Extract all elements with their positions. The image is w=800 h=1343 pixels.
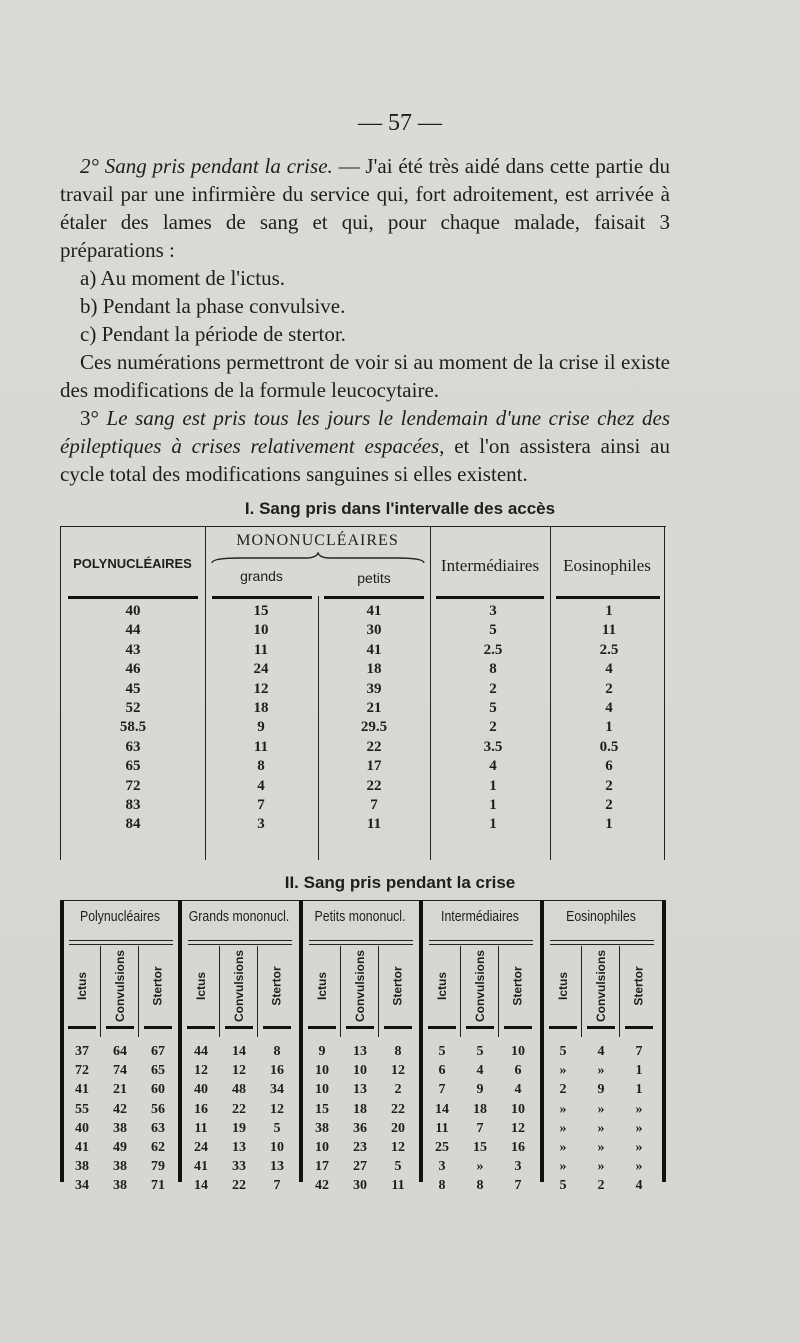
table-cell: 62 [151, 1139, 165, 1155]
table-cell: 3.5 [483, 738, 503, 755]
table-cell: 13 [353, 1044, 367, 1059]
group-header: Grands mononucl. [188, 908, 290, 925]
table-cell: » [559, 1159, 567, 1175]
table-cell: » [597, 1101, 605, 1117]
table-cell: 22 [366, 777, 382, 794]
subheader-stertor: Stertor [391, 966, 405, 1006]
table-cell: 63 [151, 1120, 165, 1136]
table-cell: 34 [75, 1178, 89, 1194]
table-2-column [184, 1042, 218, 1196]
table-cell: 6 [605, 758, 613, 775]
subheader-convulsions: Convulsions [113, 949, 128, 1023]
subheader-stertor: Stertor [151, 966, 165, 1006]
table-cell: 2 [597, 1178, 605, 1194]
table-cell: 2.5 [599, 641, 619, 658]
table-cell: 5 [476, 1044, 484, 1059]
table-2-column [463, 1042, 497, 1196]
table-cell: 4 [489, 758, 497, 775]
header-intermediaires: Intermédiaires [440, 556, 540, 575]
table-cell: 72 [125, 777, 141, 794]
table-cell: 10 [315, 1139, 329, 1155]
table-cell: 11 [601, 622, 617, 639]
table-cell: 4 [257, 777, 265, 794]
list-item-c: c) Pendant la période de stertor. [80, 322, 346, 346]
header-grands: grands [240, 568, 283, 584]
table-cell: 0.5 [599, 738, 619, 755]
table-cell: 1 [605, 603, 613, 619]
table-2-column [305, 1042, 339, 1196]
header-mononucleaires: MONONUCLÉAIRES [236, 532, 399, 549]
table-cell: 3 [489, 603, 497, 619]
column-intermediaires [458, 602, 528, 835]
table-cell: 71 [151, 1178, 165, 1194]
table-cell: 64 [113, 1044, 127, 1059]
table-cell: 8 [257, 758, 265, 775]
table-cell: 12 [253, 680, 269, 697]
table-cell: 41 [366, 641, 382, 658]
table-cell: 12 [270, 1101, 284, 1117]
table-cell: 8 [489, 661, 497, 678]
table-2-column [425, 1042, 459, 1196]
table-2-column [260, 1042, 294, 1196]
table-cell: 11 [194, 1120, 208, 1136]
table-cell: » [476, 1159, 484, 1175]
table-cell: 9 [476, 1082, 484, 1098]
brace-icon [210, 552, 426, 566]
table-cell: 5 [559, 1044, 567, 1059]
table-cell: 14 [435, 1101, 449, 1117]
table-cell: 45 [125, 680, 141, 697]
table-cell: 5 [394, 1159, 402, 1175]
table-cell: 29.5 [360, 719, 388, 736]
table-cell: » [559, 1120, 567, 1136]
table-cell: 10 [270, 1139, 284, 1155]
table-cell: 55 [75, 1101, 89, 1117]
table-cell: 15 [315, 1101, 329, 1117]
table-cell: 23 [353, 1139, 367, 1155]
table-cell: 13 [232, 1139, 246, 1155]
table-cell: 38 [75, 1159, 89, 1175]
subheader-stertor: Stertor [632, 966, 646, 1006]
table-cell: 67 [151, 1044, 165, 1059]
table-cell: 56 [151, 1101, 165, 1117]
table-2-column [501, 1042, 535, 1196]
list-item-a: a) Au moment de l'ictus. [80, 266, 285, 290]
list-item-b: b) Pendant la phase convulsive. [80, 294, 346, 318]
table-cell: 42 [113, 1101, 127, 1117]
table-2-column [141, 1042, 175, 1196]
table-cell: 1 [635, 1082, 643, 1098]
table-cell: 7 [273, 1178, 281, 1194]
table-cell: 40 [194, 1082, 208, 1098]
table-2-column [103, 1042, 137, 1196]
table-1-top-border [60, 526, 666, 527]
table-cell: 11 [391, 1178, 405, 1194]
header-petits: petits [357, 570, 391, 586]
table-cell: » [635, 1159, 643, 1175]
table-cell: 38 [113, 1178, 127, 1194]
table-cell: 10 [511, 1101, 525, 1117]
table-cell: 7 [438, 1082, 446, 1098]
table-cell: » [597, 1120, 605, 1136]
paragraph-3: 3° Le sang est pris tous les jours le lendemain d'une crise chez des épileptiques à crises relativement espacées, et l'on assistera ainsi au cycle total des modifications sanguines si elles existent. [60, 406, 671, 486]
subheader-ictus: Ictus [193, 971, 208, 1001]
table-cell: 33 [232, 1159, 246, 1175]
group-header: Intermédiaires [441, 908, 519, 925]
table-cell: 41 [366, 603, 382, 619]
paragraph-1: 2° Sang pris pendant la crise. — J'ai été très aidé dans cette partie du travail par une infirmière du service qui, fort adroitement, est arrivée à étaler des lames de sang et qui, pour chaque malade, faisait 3 préparations : [60, 154, 671, 262]
table-cell: 42 [315, 1178, 329, 1194]
group-header: Eosinophiles [566, 908, 636, 925]
table-2 [63, 900, 666, 1194]
table-cell: 83 [125, 796, 141, 813]
table-cell: 41 [194, 1159, 208, 1175]
table-cell: 12 [391, 1139, 405, 1155]
table-cell: 11 [253, 738, 269, 755]
section-heading-3: Le sang est pris tous les jours le lendemain d'une crise chez des épileptiques à crises relativement espacées, [60, 406, 671, 458]
table-1-title: I. Sang pris dans l'intervalle des accès [244, 499, 556, 518]
table-cell: 41 [75, 1139, 89, 1155]
table-cell: 17 [315, 1159, 329, 1175]
subheader-convulsions: Convulsions [353, 949, 368, 1023]
table-cell: 21 [113, 1082, 127, 1098]
table-cell: 11 [253, 641, 269, 658]
table-cell: 39 [366, 680, 382, 697]
table-cell: 1 [489, 777, 497, 794]
table-cell: 3 [438, 1159, 446, 1175]
table-cell: 4 [476, 1063, 484, 1079]
table-cell: 1 [605, 816, 613, 833]
table-cell: 1 [489, 796, 497, 813]
table-2-column [381, 1042, 415, 1196]
column-petits [339, 602, 409, 835]
table-cell: 43 [125, 641, 141, 658]
table-cell: » [597, 1139, 605, 1155]
table-cell: 12 [511, 1120, 525, 1136]
table-cell: » [597, 1063, 605, 1079]
table-2-column [65, 1042, 99, 1196]
table-cell: 1 [605, 719, 613, 736]
table-cell: 21 [366, 699, 382, 716]
table-cell: 12 [232, 1063, 246, 1079]
table-cell: 18 [366, 661, 382, 678]
table-cell: 4 [605, 699, 613, 716]
table-cell: 24 [194, 1139, 208, 1155]
table-1 [60, 526, 666, 860]
table-cell: » [635, 1139, 643, 1155]
table-cell: 10 [315, 1082, 329, 1098]
table-cell: 38 [113, 1120, 127, 1136]
table-cell: 4 [597, 1044, 605, 1059]
table-cell: 3 [257, 816, 265, 833]
table-cell: 9 [257, 719, 265, 736]
table-cell: » [559, 1063, 567, 1079]
table-cell: 12 [194, 1063, 208, 1079]
table-cell: 52 [125, 699, 141, 716]
section-heading-2: 2° Sang pris pendant la crise. [80, 154, 333, 178]
table-cell: 4 [635, 1178, 643, 1194]
table-cell: 10 [253, 622, 269, 639]
table-cell: » [635, 1120, 643, 1136]
column-polynucleaires [98, 602, 168, 835]
table-cell: 7 [257, 796, 265, 813]
table-cell: 24 [253, 661, 269, 678]
table-cell: 30 [353, 1178, 367, 1194]
column-eosinophiles [574, 602, 644, 835]
table-cell: 40 [75, 1120, 89, 1136]
table-cell: 5 [438, 1044, 446, 1059]
subheader-stertor: Stertor [511, 966, 525, 1006]
table-cell: 2 [605, 796, 613, 813]
table-cell: » [597, 1159, 605, 1175]
subheader-convulsions: Convulsions [473, 949, 488, 1023]
subheader-ictus: Ictus [314, 971, 329, 1001]
subheader-ictus: Ictus [74, 971, 89, 1001]
table-cell: 58.5 [119, 719, 147, 736]
table-cell: 7 [635, 1044, 643, 1059]
table-cell: 20 [391, 1120, 405, 1136]
table-cell: 16 [511, 1139, 525, 1155]
table-cell: 15 [473, 1139, 487, 1155]
table-cell: 8 [273, 1044, 281, 1059]
table-cell: 6 [514, 1063, 522, 1079]
table-cell: 41 [75, 1082, 89, 1098]
table-cell: 14 [194, 1178, 208, 1194]
table-cell: 40 [125, 603, 141, 619]
table-cell: 8 [476, 1178, 484, 1194]
table-cell: 10 [315, 1063, 329, 1079]
table-cell: 2 [489, 680, 497, 697]
table-cell: 22 [366, 738, 382, 755]
table-cell: 30 [366, 622, 382, 639]
table-cell: 79 [151, 1159, 165, 1175]
table-cell: 6 [438, 1063, 446, 1079]
table-cell: 2 [394, 1082, 402, 1098]
table-cell: 12 [391, 1063, 405, 1079]
table-cell: 60 [151, 1082, 165, 1098]
table-cell: 7 [476, 1120, 484, 1136]
header-polynucleaires: POLYNUCLÉAIRES [73, 556, 192, 571]
table-cell: 4 [514, 1082, 522, 1098]
subheader-ictus: Ictus [555, 971, 570, 1001]
table-cell: » [635, 1101, 643, 1117]
table-cell: 65 [151, 1063, 165, 1079]
table-cell: 74 [113, 1063, 127, 1079]
table-cell: 8 [394, 1044, 402, 1059]
subheader-convulsions: Convulsions [594, 949, 609, 1023]
table-cell: 5 [273, 1120, 281, 1136]
table-cell: 36 [353, 1120, 367, 1136]
table-cell: 11 [435, 1120, 449, 1136]
table-cell: 11 [366, 816, 382, 833]
table-cell: 2 [559, 1082, 567, 1098]
table-2-column [622, 1042, 656, 1196]
table-cell: 8 [438, 1178, 446, 1194]
table-cell: 19 [232, 1120, 246, 1136]
table-cell: 18 [473, 1101, 487, 1117]
group-header: Polynucléaires [79, 908, 161, 925]
table-cell: 13 [353, 1082, 367, 1098]
subheader-convulsions: Convulsions [232, 949, 247, 1023]
table-cell: 16 [194, 1101, 208, 1117]
table-cell: 22 [232, 1101, 246, 1117]
table-cell: 7 [514, 1178, 522, 1194]
table-cell: 25 [435, 1139, 449, 1155]
table-cell: 49 [113, 1139, 127, 1155]
table-cell: 72 [75, 1063, 89, 1079]
subheader-stertor: Stertor [270, 966, 284, 1006]
table-cell: 18 [253, 699, 269, 716]
table-cell: 46 [125, 661, 141, 678]
table-cell: 9 [318, 1044, 326, 1059]
table-cell: 84 [125, 816, 141, 833]
table-cell: 5 [489, 622, 497, 639]
table-cell: 37 [75, 1044, 89, 1059]
subheader-ictus: Ictus [434, 971, 449, 1001]
table-2-column [546, 1042, 580, 1196]
page-number: — 57 — [358, 110, 442, 136]
table-cell: 2.5 [483, 641, 503, 658]
column-grands [226, 602, 296, 835]
table-cell: 38 [315, 1120, 329, 1136]
table-cell: 15 [253, 603, 269, 619]
table-cell: 2 [605, 680, 613, 697]
table-cell: 38 [113, 1159, 127, 1175]
table-cell: 22 [391, 1101, 405, 1117]
table-cell: 44 [194, 1044, 208, 1059]
table-cell: » [559, 1139, 567, 1155]
header-eosinophiles: Eosinophiles [563, 556, 651, 575]
table-cell: 16 [270, 1063, 284, 1079]
table-cell: 10 [511, 1044, 525, 1059]
table-cell: 27 [353, 1159, 367, 1175]
table-cell: 2 [605, 777, 613, 794]
table-cell: 4 [605, 661, 613, 678]
table-cell: 7 [370, 796, 378, 813]
table-cell: 44 [125, 622, 141, 639]
table-cell: 22 [232, 1178, 246, 1194]
table-cell: 5 [559, 1178, 567, 1194]
group-header: Petits mononucl. [314, 908, 406, 925]
table-cell: 2 [489, 719, 497, 736]
table-cell: 18 [353, 1101, 367, 1117]
body-text [60, 152, 670, 488]
table-cell: 63 [125, 738, 141, 755]
table-cell: 10 [353, 1063, 367, 1079]
table-cell: 13 [270, 1159, 284, 1175]
table-2-column [222, 1042, 256, 1196]
table-cell: 34 [270, 1082, 284, 1098]
table-cell: 1 [635, 1063, 643, 1079]
table-cell: 65 [125, 758, 141, 775]
table-cell: 48 [232, 1082, 246, 1098]
table-2-column [343, 1042, 377, 1196]
table-cell: 5 [489, 699, 497, 716]
table-cell: 9 [597, 1082, 605, 1098]
table-cell: 3 [514, 1159, 522, 1175]
paragraph-2: Ces numérations permettront de voir si au moment de la crise il existe des modifications de la formule leucocytaire. [60, 350, 670, 402]
table-cell: 17 [366, 758, 382, 775]
table-cell: 1 [489, 816, 497, 833]
table-cell: 14 [232, 1044, 246, 1059]
table-cell: » [559, 1101, 567, 1117]
table-2-title: II. Sang pris pendant la crise [284, 873, 516, 892]
table-2-column [584, 1042, 618, 1196]
